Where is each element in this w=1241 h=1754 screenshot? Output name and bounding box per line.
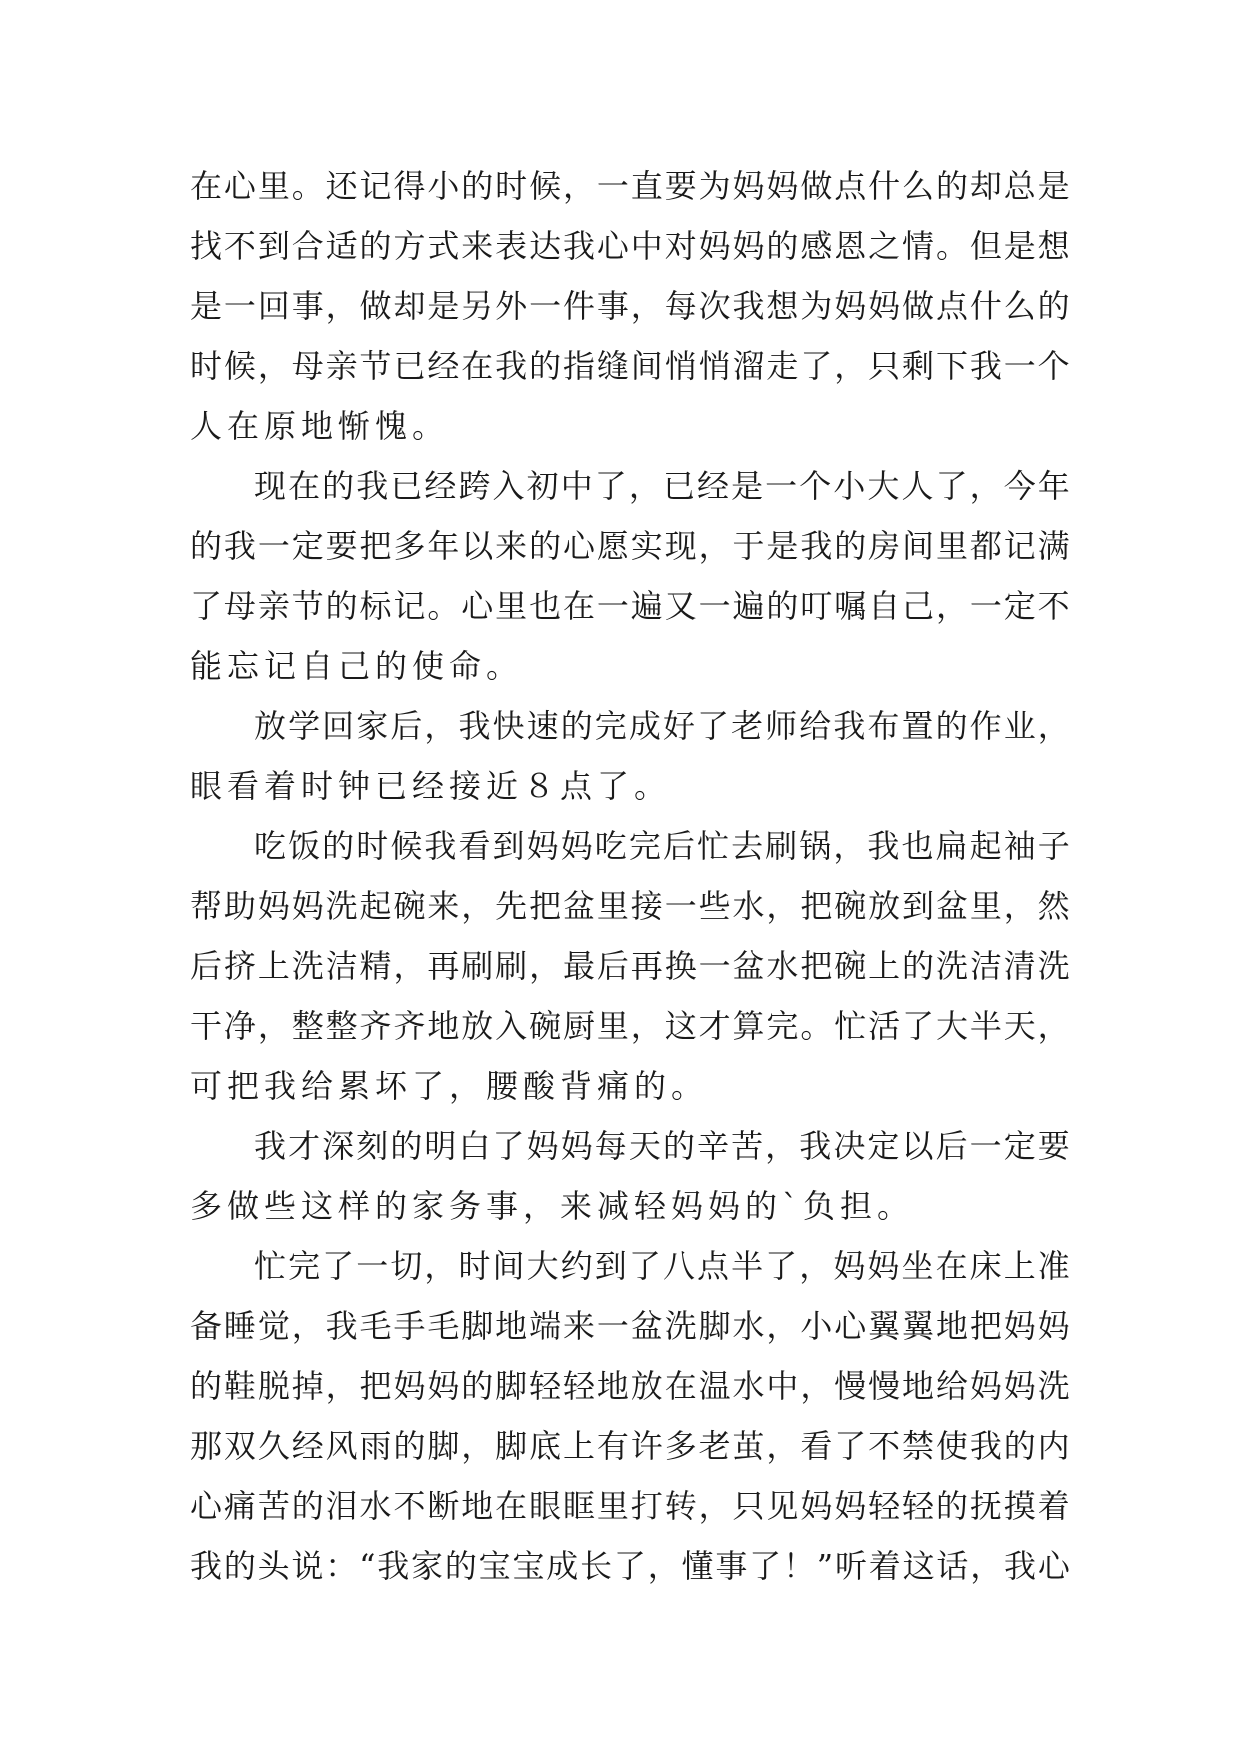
text-line: 备 睡 觉 ， 我 毛 手 毛 脚 地 端 来 一 盆 洗 脚 水 ， 小 心 翼 翼 地 把 妈 妈 xyxy=(190,1307,1070,1345)
text-line: 在 心 里 。 还 记 得 小 的 时 候 ， 一 直 要 为 妈 妈 做 点 什 么 的 却 总 是 xyxy=(190,167,1070,205)
paragraph xyxy=(190,1236,1070,1596)
text-line: 帮 助 妈 妈 洗 起 碗 来 ， 先 把 盆 里 接 一 些 水 ， 把 碗 放 到 盆 里 ， 然 xyxy=(190,887,1070,925)
text-line: 后 挤 上 洗 洁 精 ， 再 刷 刷 ， 最 后 再 换 一 盆 水 把 碗 上 的 洗 洁 清 洗 xyxy=(190,947,1070,985)
paragraph xyxy=(190,816,1070,1116)
paragraph xyxy=(190,456,1070,696)
text-line: 那 双 久 经 风 雨 的 脚 ， 脚 底 上 有 许 多 老 茧 ， 看 了 不 禁 使 我 的 内 xyxy=(190,1427,1070,1465)
text-line: 现 在 的 我 已 经 跨 入 初 中 了 ， 已 经 是 一 个 小 大 人 了 ， 今 年 xyxy=(254,467,1070,505)
text-line: 的 我 一 定 要 把 多 年 以 来 的 心 愿 实 现 ， 于 是 我 的 房 间 里 都 记 满 xyxy=(190,527,1070,565)
body-text xyxy=(190,156,1070,1596)
paragraph xyxy=(190,156,1070,456)
paragraph xyxy=(190,696,1070,816)
text-line: 是 一 回 事 ， 做 却 是 另 外 一 件 事 ， 每 次 我 想 为 妈 妈 做 点 什 么 的 xyxy=(190,287,1070,325)
text-line: 的 鞋 脱 掉 ， 把 妈 妈 的 脚 轻 轻 地 放 在 温 水 中 ， 慢 慢 地 给 妈 妈 洗 xyxy=(190,1367,1070,1405)
text-line: 心 痛 苦 的 泪 水 不 断 地 在 眼 眶 里 打 转 ， 只 见 妈 妈 轻 轻 的 抚 摸 着 xyxy=(190,1487,1070,1525)
text-line: 吃 饭 的 时 候 我 看 到 妈 妈 吃 完 后 忙 去 刷 锅 ， 我 也 扁 起 袖 子 xyxy=(254,827,1070,865)
text-line: 可把我给累坏了，腰酸背痛的。 xyxy=(190,1067,709,1105)
text-line: 放 学 回 家 后 ， 我 快 速 的 完 成 好 了 老 师 给 我 布 置 的 作 业 ， xyxy=(254,707,1070,745)
text-line: 了 母 亲 节 的 标 记 。 心 里 也 在 一 遍 又 一 遍 的 叮 嘱 自 己 ， 一 定 不 xyxy=(190,587,1070,625)
text-line: 忙 完 了 一 切 ， 时 间 大 约 到 了 八 点 半 了 ， 妈 妈 坐 在 床 上 准 xyxy=(254,1247,1070,1285)
text-line: 多做些这样的家务事，来减轻妈妈的`负担。 xyxy=(190,1187,915,1225)
text-line: 时 候 ， 母 亲 节 已 经 在 我 的 指 缝 间 悄 悄 溜 走 了 ， 只 剩 下 我 一 个 xyxy=(190,347,1070,385)
text-line: 我 的 头 说 ： “ 我 家 的 宝 宝 成 长 了 ， 懂 事 了 ！ ” 听 着 这 话 ， 我 心 xyxy=(190,1547,1070,1585)
text-line: 干 净 ， 整 整 齐 齐 地 放 入 碗 厨 里 ， 这 才 算 完 。 忙 活 了 大 半 天 ， xyxy=(190,1007,1070,1045)
text-line: 找 不 到 合 适 的 方 式 来 表 达 我 心 中 对 妈 妈 的 感 恩 之 情 。 但 是 想 xyxy=(190,227,1070,265)
paragraph xyxy=(190,1116,1070,1236)
text-line: 眼看着时钟已经接近８点了。 xyxy=(190,767,672,805)
text-line: 人在原地惭愧。 xyxy=(190,407,450,445)
text-line: 能忘记自己的使命。 xyxy=(190,647,524,685)
text-line: 我 才 深 刻 的 明 白 了 妈 妈 每 天 的 辛 苦 ， 我 决 定 以 后 一 定 要 xyxy=(254,1127,1070,1165)
